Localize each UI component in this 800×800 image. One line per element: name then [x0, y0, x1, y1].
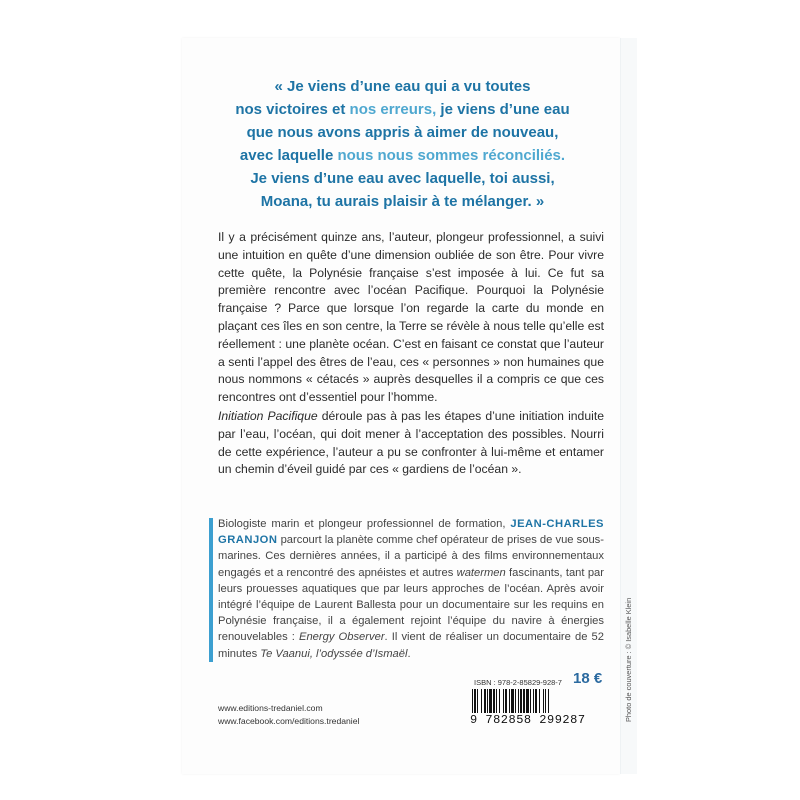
barcode-image	[470, 689, 578, 713]
isbn-label: ISBN : 978-2-85829-928-7	[474, 678, 562, 687]
bio-text-3: . Il vient de réaliser un documentaire de 52 minutes	[218, 631, 604, 660]
barcode-bar	[543, 689, 544, 713]
barcode-bar	[530, 689, 531, 713]
quote-line	[200, 75, 605, 98]
barcode-bar	[484, 689, 486, 713]
quote-line	[200, 167, 605, 190]
quote-text: je viens d’une eau	[436, 101, 570, 118]
barcode-bar	[503, 689, 504, 713]
quote-text: que nous avons appris à aimer de nouveau,	[246, 124, 559, 141]
barcode-bar	[526, 689, 529, 713]
quote-line	[200, 121, 605, 144]
facebook-link[interactable]: www.facebook.com/editions.tredaniel	[218, 716, 360, 726]
barcode-bar	[515, 689, 516, 713]
quote-text: Moana, tu aurais plaisir à te mélanger. »	[260, 193, 545, 210]
quote-text: avec laquelle	[239, 147, 338, 164]
bio-text-1: parcourt la planète comme chef opérateur de prises de vue sous-marines. Ces dernières années, il a participé à des films environnementaux engagés et a rencontré des apnéistes et autres	[218, 534, 604, 579]
quote-line	[200, 190, 605, 213]
author-bio	[218, 516, 604, 662]
quote-highlight: nos erreurs,	[349, 101, 437, 118]
barcode-bar	[523, 689, 525, 713]
quote-text: « Je viens d’une eau qui a vu toutes	[274, 78, 531, 95]
quote-text: nos victoires et	[235, 101, 350, 118]
description-paragraph-1: Il y a précisément quinze ans, l’auteur, plongeur professionnel, a suivi une intuition en quête d’une dimension oubliée de son être. Pour vivre cette quête, la Polynésie française s’est imposée à lui. Ce fut sa première rencontre avec l’océan Pacifique. Pourquoi la Polynésie française ? Parce que lorsque l’on regarde la carte du monde en plaçant ces îles en son centre, la Terre se révèle à nous telle qu’elle est réellement : une planète océan. C’est en faisant ce constat que l’auteur a senti l’appel des êtres de l’eau, ces « personnes » non humaines que nous nommons « cétacés » auprès desquelles il a compris ce que ces rencontres ont d’essentiel pour l’homme.	[218, 230, 604, 405]
barcode-bar	[487, 689, 488, 713]
barcode-bar	[493, 689, 495, 713]
price-label: 18 €	[573, 670, 603, 687]
barcode-bar	[511, 689, 514, 713]
barcode-bar	[474, 689, 476, 713]
blurb-quote	[200, 75, 605, 213]
publisher-links	[218, 702, 359, 728]
photo-credit: Photo de couverture : © Isabelle Klein	[624, 597, 633, 722]
barcode-bar	[548, 689, 549, 713]
website-link[interactable]: www.editions-tredaniel.com	[218, 703, 323, 713]
bio-accent-bar	[209, 518, 213, 662]
barcode-bar	[539, 689, 540, 713]
barcode-bar	[489, 689, 492, 713]
barcode-bar	[545, 689, 546, 713]
bio-italic-2: Energy Observer	[298, 631, 385, 644]
author-name: JEAN-CHARLES GRANJON	[218, 518, 605, 547]
barcode-bar	[518, 689, 519, 713]
paragraph-2-text: déroule pas à pas les étapes d’une initiation induite par l’eau, l’océan, qui doit mener à l’acceptation des possibles. Nourri de cette expérience, l’auteur a pu se confronter à lui-même et entamer un chemin d’éveil guidé par ces « gardiens de l’océan ».	[218, 409, 604, 477]
barcode-bar	[509, 689, 510, 713]
barcode-bar	[481, 689, 482, 713]
barcode-bar	[535, 689, 537, 713]
barcode-bar	[520, 689, 522, 713]
quote-highlight: nous nous sommes réconciliés.	[337, 147, 566, 164]
quote-line	[200, 98, 605, 121]
barcode-number: 9 782858 299287	[470, 713, 586, 727]
bio-italic-3: Te Vaanui, l’odyssée d’Ismaël	[260, 647, 408, 660]
quote-text: Je viens d’une eau avec laquelle, toi aussi,	[250, 170, 555, 187]
barcode-bar	[499, 689, 500, 713]
description-paragraph-2	[218, 408, 604, 479]
barcode-bar	[477, 689, 478, 713]
bio-intro: Biologiste marin et plongeur professionnel de formation,	[218, 518, 506, 530]
bio-italic-1: watermen	[456, 566, 506, 579]
book-title-italic: Initiation Pacifique	[218, 409, 318, 423]
barcode-bar	[505, 689, 507, 713]
bio-text-2: fascinants, tant par leurs prouesses aquatiques que par leurs approches de l’océan. Après avoir intégré l’équipe de Laurent Ballesta pour un documentaire sur les requins en Polynésie française, il a également rejoint l’équipe du navire à énergies renouvelables :	[218, 566, 604, 644]
quote-line	[200, 144, 605, 167]
bio-text-4: .	[407, 647, 411, 660]
barcode-bar	[496, 689, 497, 713]
barcode-bar	[533, 689, 534, 713]
barcode-bar	[472, 689, 473, 713]
